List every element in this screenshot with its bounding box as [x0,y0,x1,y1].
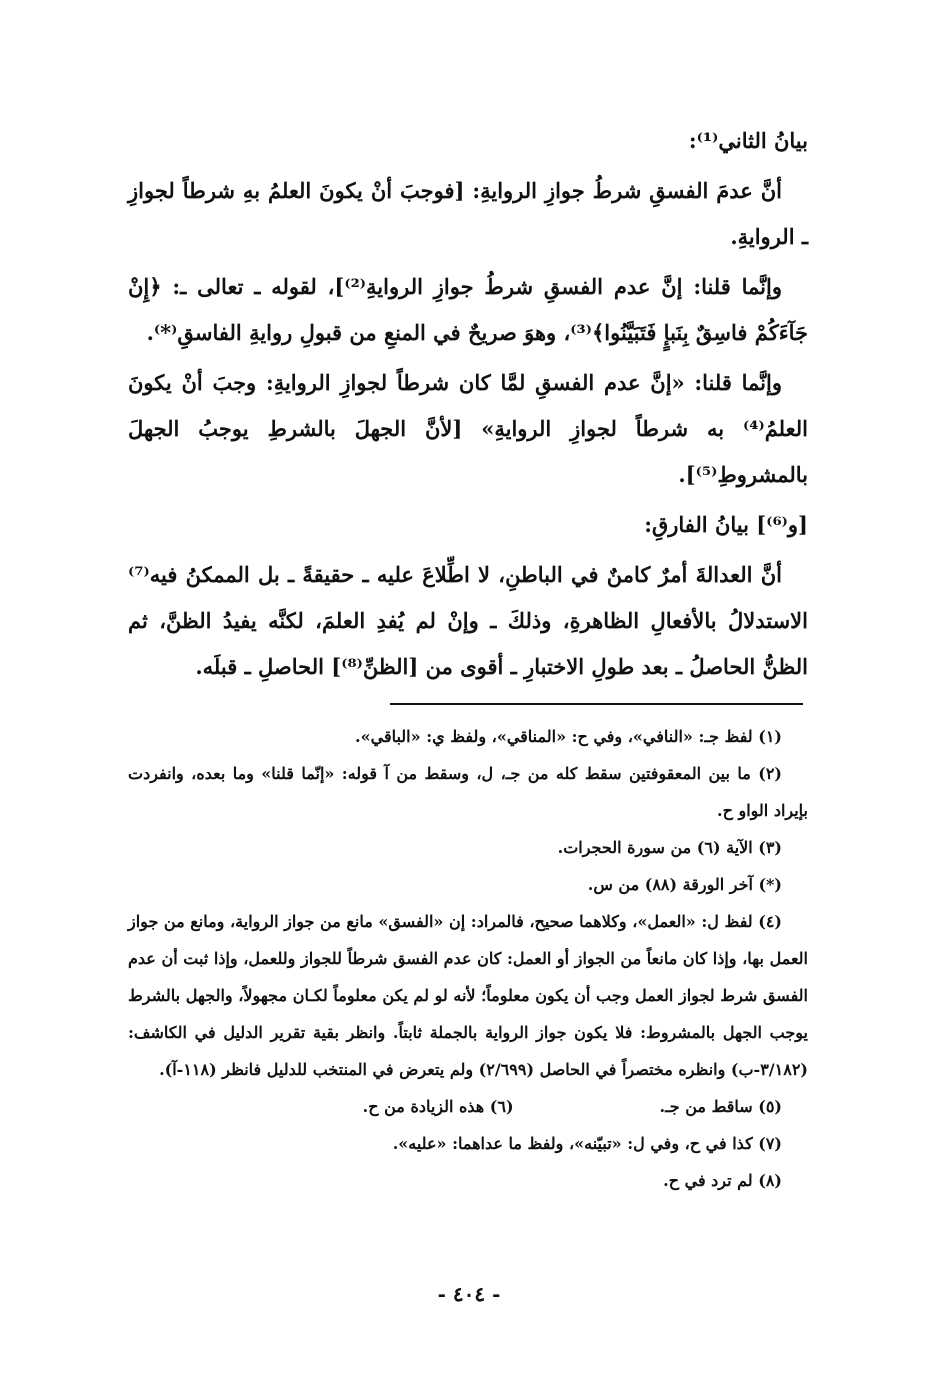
footnote-5: (٥) ساقط من جـ. [659,1097,782,1116]
paragraph-4: أنَّ العدالةَ أمرٌ كامنٌ في الباطنِ، لا اطِّلاعَ عليه ـ حقيقةً ـ بل الممكنُ فيه⁽⁷⁾ الاستدلالُ بالأفعالِ الظاهرةِ، وذلكَ ـ وإنْ لم يُفدِ العلمَ، لكنَّه يفيدُ الظنَّ، ثم الظنُّ الحاصلُ ـ بعد طولِ الاختبارِ ـ أقوى من [الظنِّ⁽⁸⁾] الحاصلِ ـ قبلَه. [128,562,808,679]
paragraph-3: وإنَّما قلنا: «إنَّ عدم الفسقِ لمَّا كان شرطاً لجوازِ الروايةِ: وجبَ أنْ يكونَ العلمُ⁽⁴⁾ به شرطاً لجوازِ الروايةِ» [لأنَّ الجهلَ بالشرطِ يوجبُ الجهلَ بالمشروطِ⁽⁵⁾]. [128,370,808,487]
footnote-6: (٦) هذه الزيادة من ح. [362,1097,514,1116]
section-heading-difference: [و⁽⁶⁾] بيانُ الفارقِ: [644,512,808,537]
footnote-3: (٣) الآية (٦) من سورة الحجرات. [557,838,782,857]
section-heading-second: بيانُ الثاني⁽¹⁾: [688,128,808,153]
paragraph-1: أنَّ عدمَ الفسقِ شرطُ جوازِ الروايةِ: [فوجبَ أنْ يكونَ العلمُ بهِ شرطاً لجوازِ ـ الروايةِ. [128,178,808,249]
paragraph-2: وإنَّما قلنا: إنَّ عدم الفسقِ شرطُ جوازِ الروايةِ⁽²⁾]، لقوله ـ تعالى ـ: ﴿إِنْ جَآءَكُمْ فاسِقٌ بِنَبإٍ فَتَبَيَّنُوا﴾⁽³⁾، وهوَ صريحٌ في المنعِ من قبولِ روايةِ الفاسقِ⁽*⁾. [128,274,808,345]
footnote-pair [128,1088,808,1125]
page-number: - ٤٠٤ - [437,1282,501,1306]
footnotes [128,718,808,1199]
footnote-1: (١) لفظ جـ: «النافي»، وفي ح: «المناقي»، ولفظ ي: «الباقي». [355,727,782,746]
footnote-7: (٧) كذا في ح، وفي ل: «تبيّنه»، ولفظ ما عداهما: «عليه». [392,1134,782,1153]
footnote-star: (*) آخر الورقة (٨٨) من س. [587,875,782,894]
footnote-8: (٨) لم ترد في ح. [663,1171,782,1190]
footnote-2: (٢) ما بين المعقوفتين سقط كله من جـ، ل، وسقط من آ قوله: «إنّما قلنا» وما بعده، وانفردت بإيراد الواو ح. [128,764,808,820]
footnote-4: (٤) لفظ ل: «العمل»، وكلاهما صحيح، فالمراد: إن «الفسق» مانع من جواز الرواية، ومانع من جواز العمل بها، وإذا كان مانعاً من الجواز أو العمل: كان عدم الفسق شرطاً للجواز وللعمل، وإذا ثبت أن عدم الفسق شرط لجواز العمل وجب أن يكون معلوماً؛ لأنه لو لم يكن معلوماً لكـان مجهولاً، والجهل بالشرط يوجب الجهل بالمشروط: فلا يكون جواز الرواية بالجملة ثابتاً. وانظر بقية تقرير الدليل في الكاشف: (٣/١٨٢-ب) وانظره مختصراً في الحاصل (٢/٦٩٩) ولم يتعرض في المنتخب للدليل فانظر (١١٨-آ). [128,912,809,1079]
main-text [128,118,808,694]
footnote-separator [390,703,803,705]
